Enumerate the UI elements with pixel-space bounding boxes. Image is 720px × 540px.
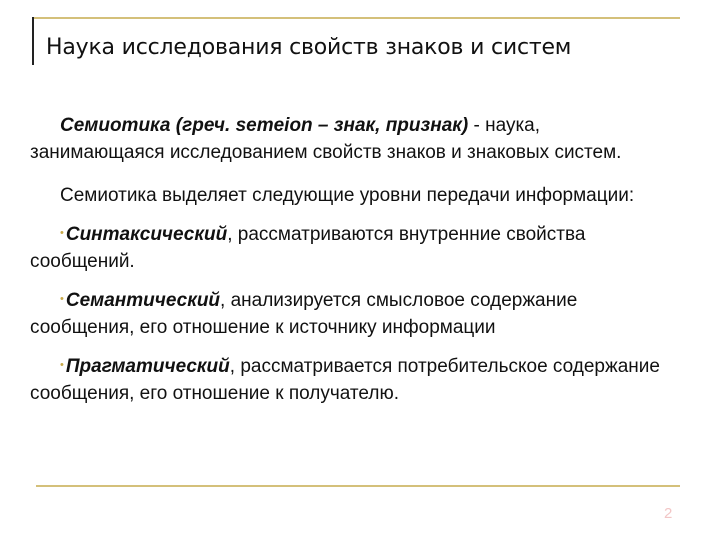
definition-term: Семиотика (греч. semeion – знак, признак) [60, 115, 469, 136]
level-item-pragmatic [30, 352, 670, 407]
intro-paragraph: Семиотика выделяет следующие уровни передачи информации: [60, 185, 635, 206]
definition-paragraph [30, 112, 670, 166]
definition-text: - наука, занимающаяся исследованием свойств знаков и знаковых систем. [30, 115, 622, 163]
bullet-icon: • [60, 359, 64, 371]
slide-title: Наука исследования свойств знаков и систем [46, 35, 572, 60]
bullet-icon: • [60, 227, 64, 239]
top-rule [32, 17, 680, 19]
bottom-rule [36, 485, 680, 487]
level-name: Прагматический [65, 356, 230, 377]
level-name: Семантический [65, 290, 221, 311]
left-rule [32, 17, 34, 65]
level-item-semantic [30, 286, 670, 341]
page-number: 2 [664, 505, 673, 522]
level-text: , рассматриваются внутренние свойства сообщений. [30, 224, 586, 272]
slide-body [30, 112, 670, 418]
level-item-syntactic [30, 220, 670, 275]
level-name: Синтаксический [65, 224, 228, 245]
bullet-icon: • [60, 293, 64, 305]
level-text: , анализируется смысловое содержание сообщения, его отношение к источнику информации [30, 290, 578, 338]
level-text: , рассматривается потребительское содержание сообщения, его отношение к получателю. [30, 356, 660, 404]
